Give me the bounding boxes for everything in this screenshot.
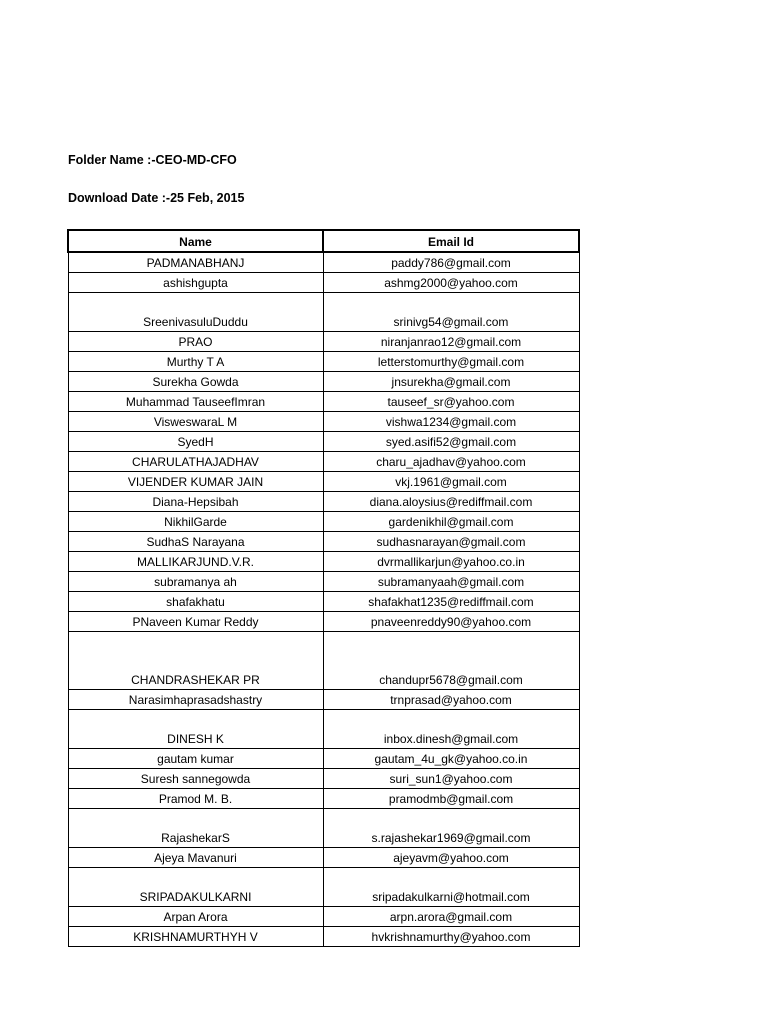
email-cell: subramanyaah@gmail.com <box>323 572 579 592</box>
email-cell: chandupr5678@gmail.com <box>323 632 579 690</box>
table-row <box>68 452 579 472</box>
email-cell: tauseef_sr@yahoo.com <box>323 392 579 412</box>
name-cell: PNaveen Kumar Reddy <box>68 612 323 632</box>
table-row <box>68 273 579 293</box>
name-cell: RajashekarS <box>68 809 323 848</box>
table-row <box>68 492 579 512</box>
name-cell: Narasimhaprasadshastry <box>68 690 323 710</box>
table-row <box>68 710 579 749</box>
table-row <box>68 472 579 492</box>
name-cell: VisweswaraL M <box>68 412 323 432</box>
table-row <box>68 868 579 907</box>
download-date-label: Download Date :- <box>68 191 171 205</box>
table-row <box>68 749 579 769</box>
name-cell: NikhilGarde <box>68 512 323 532</box>
column-header-name: Name <box>68 230 323 252</box>
name-cell: CHANDRASHEKAR PR <box>68 632 323 690</box>
email-cell: pramodmb@gmail.com <box>323 789 579 809</box>
folder-name-line <box>68 153 237 167</box>
contacts-table <box>67 229 580 947</box>
name-cell: Surekha Gowda <box>68 372 323 392</box>
name-cell: Muhammad TauseefImran <box>68 392 323 412</box>
name-cell: Diana-Hepsibah <box>68 492 323 512</box>
email-cell: ajeyavm@yahoo.com <box>323 848 579 868</box>
table-header-row <box>68 230 579 252</box>
email-cell: dvrmallikarjun@yahoo.co.in <box>323 552 579 572</box>
table-row <box>68 632 579 690</box>
table-row <box>68 532 579 552</box>
name-cell: gautam kumar <box>68 749 323 769</box>
email-cell: arpn.arora@gmail.com <box>323 907 579 927</box>
name-cell: ashishgupta <box>68 273 323 293</box>
name-cell: Murthy T A <box>68 352 323 372</box>
name-cell: Pramod M. B. <box>68 789 323 809</box>
email-cell: sudhasnarayan@gmail.com <box>323 532 579 552</box>
name-cell: SudhaS Narayana <box>68 532 323 552</box>
email-cell: suri_sun1@yahoo.com <box>323 769 579 789</box>
table-row <box>68 927 579 947</box>
table-row <box>68 907 579 927</box>
email-cell: niranjanrao12@gmail.com <box>323 332 579 352</box>
name-cell: SyedH <box>68 432 323 452</box>
email-cell: hvkrishnamurthy@yahoo.com <box>323 927 579 947</box>
name-cell: SreenivasuluDuddu <box>68 293 323 332</box>
column-header-email: Email Id <box>323 230 579 252</box>
download-date-value: 25 Feb, 2015 <box>170 191 245 205</box>
table-row <box>68 332 579 352</box>
table-row <box>68 572 579 592</box>
table-row <box>68 412 579 432</box>
table-row <box>68 252 579 273</box>
table-row <box>68 352 579 372</box>
email-cell: jnsurekha@gmail.com <box>323 372 579 392</box>
folder-name-value: CEO-MD-CFO <box>155 153 237 167</box>
name-cell: Suresh sannegowda <box>68 769 323 789</box>
table-body <box>68 252 579 947</box>
table-row <box>68 552 579 572</box>
email-cell: vkj.1961@gmail.com <box>323 472 579 492</box>
table-row <box>68 769 579 789</box>
name-cell: PADMANABHANJ <box>68 252 323 273</box>
email-cell: diana.aloysius@rediffmail.com <box>323 492 579 512</box>
folder-name-label: Folder Name :- <box>68 153 156 167</box>
name-cell: CHARULATHAJADHAV <box>68 452 323 472</box>
email-cell: inbox.dinesh@gmail.com <box>323 710 579 749</box>
table-row <box>68 372 579 392</box>
name-cell: subramanya ah <box>68 572 323 592</box>
name-cell: PRAO <box>68 332 323 352</box>
table-row <box>68 789 579 809</box>
email-cell: sripadakulkarni@hotmail.com <box>323 868 579 907</box>
email-cell: s.rajashekar1969@gmail.com <box>323 809 579 848</box>
download-date-line <box>68 191 244 205</box>
email-cell: paddy786@gmail.com <box>323 252 579 273</box>
table-row <box>68 293 579 332</box>
email-cell: pnaveenreddy90@yahoo.com <box>323 612 579 632</box>
name-cell: shafakhatu <box>68 592 323 612</box>
name-cell: VIJENDER KUMAR JAIN <box>68 472 323 492</box>
table-row <box>68 809 579 848</box>
email-cell: charu_ajadhav@yahoo.com <box>323 452 579 472</box>
email-cell: shafakhat1235@rediffmail.com <box>323 592 579 612</box>
table-row <box>68 392 579 412</box>
table-row <box>68 612 579 632</box>
email-cell: trnprasad@yahoo.com <box>323 690 579 710</box>
name-cell: Ajeya Mavanuri <box>68 848 323 868</box>
name-cell: Arpan Arora <box>68 907 323 927</box>
table-row <box>68 592 579 612</box>
email-cell: letterstomurthy@gmail.com <box>323 352 579 372</box>
name-cell: SRIPADAKULKARNI <box>68 868 323 907</box>
table-row <box>68 848 579 868</box>
table-row <box>68 432 579 452</box>
name-cell: DINESH K <box>68 710 323 749</box>
name-cell: KRISHNAMURTHYH V <box>68 927 323 947</box>
table-row <box>68 690 579 710</box>
email-cell: vishwa1234@gmail.com <box>323 412 579 432</box>
email-cell: srinivg54@gmail.com <box>323 293 579 332</box>
email-cell: gardenikhil@gmail.com <box>323 512 579 532</box>
email-cell: ashmg2000@yahoo.com <box>323 273 579 293</box>
table-row <box>68 512 579 532</box>
email-cell: syed.asifi52@gmail.com <box>323 432 579 452</box>
name-cell: MALLIKARJUND.V.R. <box>68 552 323 572</box>
email-cell: gautam_4u_gk@yahoo.co.in <box>323 749 579 769</box>
